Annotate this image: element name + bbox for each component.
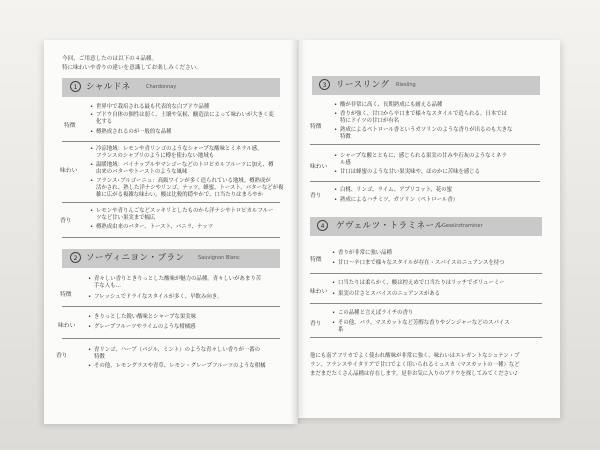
gewurz-aroma-2: • その他、バラ、マスカットなど芳醇な香りやジンジャーなどのスパイス (338, 320, 510, 327)
chardonnay-feature-2-cont: 化する (96, 119, 113, 125)
chardonnay-taste-2: • 温暖地域：パイナップルやマンゴーなどのトロピカルフルーツに加え、樽 (96, 162, 273, 169)
gewurz-taste-2: • 果実の甘さとスパイスのニュアンスがある (338, 291, 440, 298)
divider (62, 237, 280, 238)
riesling-feature-2-cont: 特にドイツの甘口が有名 (340, 118, 400, 124)
divider (62, 338, 280, 339)
sauvignon-aroma-1: • 青リンゴ、ハーブ（バジル、ミント）のような青々しい香りが一番の (94, 347, 260, 354)
booklet-gutter (290, 40, 306, 424)
row-label-taste: 味わい (60, 168, 78, 174)
chardonnay-feature-3: • 樽熟成されるのが一般的な品種 (96, 129, 171, 136)
chardonnay-taste-3-cont: 活かされ、熟した洋ナシやリンゴ、ナッツ、蜂蜜、トースト、バターなどが複 (96, 185, 284, 191)
sauvignon-feature-2: • フレッシュでドライなスタイルが多く、早飲み向き。 (94, 294, 222, 301)
section-title-en: Gewürztraminer (442, 223, 483, 229)
section-banner-gewurztraminer (310, 217, 542, 236)
riesling-feature-1: • 酸が非常に高く、長期熟成にも耐える品種 (340, 102, 442, 109)
gewurz-feature-2: • 甘口〜辛口まで様々なスタイルが存在・スパイスのニュアンスを持つ (338, 260, 505, 267)
footer-line-1: 他にも南アフリカでよく使われ酸味が非常に強く、味わいはエレガントなシュナン・ブ (310, 353, 520, 359)
row-label-aroma: 香り (310, 193, 322, 199)
chardonnay-taste-1: • 冷涼地域：レモンや青リンゴのようなシャープな酸味とミネラル感。 (96, 146, 263, 153)
section-banner-sauvignon-blanc (62, 249, 280, 268)
divider (310, 303, 542, 304)
section-title-en: Sauvignon Blanc (198, 255, 240, 261)
divider (310, 273, 542, 274)
sauvignon-feature-1: • 青々しい香りときりっとした酸味が魅力の品種。青々しいがあまり苦 (94, 276, 261, 283)
riesling-aroma-2: • 熟成によるハチミツ、ガソリン（ペトロール香） (340, 197, 458, 204)
chardonnay-taste-3-cont2: 雑に広がる複雑な味わい。酸は比較的穏やかで、口当たりはまろやか (96, 192, 264, 198)
sauvignon-taste-2: • グレープフルーツやライムのような柑橘感 (94, 324, 196, 331)
row-label-aroma: 香り (310, 321, 322, 327)
chardonnay-aroma-1: • レモンや青りんごなどスッキリとしたものから洋ナシやトロピカルフルー (96, 208, 273, 215)
row-label-aroma: 香り (60, 218, 72, 224)
divider (62, 141, 280, 142)
intro-line-1: 今回、ご用意したのは以下の４品種。 (62, 56, 158, 62)
row-label-feature: 特徴 (310, 257, 322, 263)
riesling-feature-3: • 熟成によるペトロール香というガソリンのような香りが出るのも大きな (340, 127, 512, 134)
riesling-aroma-1: • 白桃、リンゴ、ライム、アプリコット、花の蜜 (340, 187, 452, 194)
divider (62, 202, 280, 203)
section-number: 3 (319, 79, 330, 90)
row-label-taste: 味わい (310, 289, 328, 295)
section-number: 1 (70, 81, 81, 92)
booklet-left-page (44, 40, 298, 424)
chardonnay-taste-2-cont: 由来のバターやトーストのような風味 (96, 169, 188, 175)
riesling-taste-2: • 甘口は蜂蜜のような甘い果実味や、ほのかに苦味を感じる (340, 169, 480, 176)
chardonnay-taste-1-cont: フランスのシャブリのように樽を使わない地域も (96, 153, 215, 159)
row-label-taste: 味わい (58, 323, 76, 329)
sauvignon-aroma-2: • その他、レモングラスや青草、レモン・グレープフルーツのような柑橘 (94, 363, 266, 370)
divider (310, 181, 540, 182)
section-number: 2 (70, 252, 81, 263)
footer-line-3: まだまだたくさん品種は存在します。是非お気に入りのブドウを探してみてください♪ (310, 371, 518, 377)
gewurz-aroma-2-cont: 系 (338, 327, 344, 333)
sauvignon-aroma-1-cont: 特徴 (94, 354, 105, 360)
section-title-en: Chardonnay (146, 84, 177, 90)
row-label-aroma: 香り (56, 353, 68, 359)
divider (62, 306, 280, 307)
divider (310, 337, 542, 338)
section-title-jp: リースリング (336, 80, 390, 90)
row-label-feature: 特徴 (64, 123, 76, 129)
riesling-taste-1: • シャープな酸とともに、感じられる果実の甘みや石灰のようなミネラ (340, 153, 507, 160)
row-label-taste: 味わい (310, 164, 328, 170)
row-label-feature: 特徴 (60, 292, 72, 298)
footer-line-2: ラン、フランスやイタリアで甘口でよく用いられるミュスカ（マスカットの一種）など (310, 362, 520, 368)
chardonnay-feature-2: • ブドウ自体の個性は弱く、土壌や気候、醸造法によって味わいが大きく変 (96, 112, 274, 119)
section-title-jp: シャルドネ (86, 82, 131, 92)
gewurz-feature-1: • 香りが非常に強い品種 (338, 250, 392, 257)
section-number: 4 (317, 220, 328, 231)
booklet-right-page (298, 40, 560, 418)
chardonnay-aroma-2: • 樽熟成由来のバター、トースト、バニラ、ナッツ (96, 224, 213, 231)
gewurz-taste-1: • 口当たりは柔らかく、酸は控えめで口当たりはリッチでボリューミー (338, 280, 505, 287)
chardonnay-feature-1: • 世界中で栽培される最も代表的な白ブドウ品種 (96, 104, 209, 111)
intro-line-2: 特に味わいや香りの違いを意識してお楽しみください。 (62, 65, 202, 71)
section-title-jp: ゲヴェルツ・トラミネール (336, 221, 444, 231)
riesling-taste-1-cont: ル感 (340, 160, 351, 166)
section-banner-riesling (312, 76, 540, 95)
sauvignon-taste-1: • きりっとした鋭い酸味とシャープな果実味 (94, 314, 196, 321)
chardonnay-aroma-1-cont: ツなど甘い果実まで幅広 (96, 215, 156, 221)
gewurz-aroma-1: • この品種と言えばライチの香り (338, 310, 413, 317)
divider (310, 144, 540, 145)
section-title-jp: ソーヴィニヨン・ブラン (86, 253, 185, 263)
section-title-en: Riesling (396, 82, 416, 88)
riesling-feature-3-cont: 特徴 (340, 134, 351, 140)
section-banner-chardonnay (62, 78, 280, 97)
riesling-feature-2: • 香りが強く、甘口から辛口まで様々なスタイルで造られる。日本では (340, 111, 507, 118)
row-label-feature: 特徴 (310, 124, 322, 130)
sauvignon-feature-1-cont: 手な人も… (94, 283, 121, 289)
chardonnay-taste-3: • フランス･ブルゴーニュ：高級ワインが多く造られている地域。樽熟成が (96, 178, 271, 185)
